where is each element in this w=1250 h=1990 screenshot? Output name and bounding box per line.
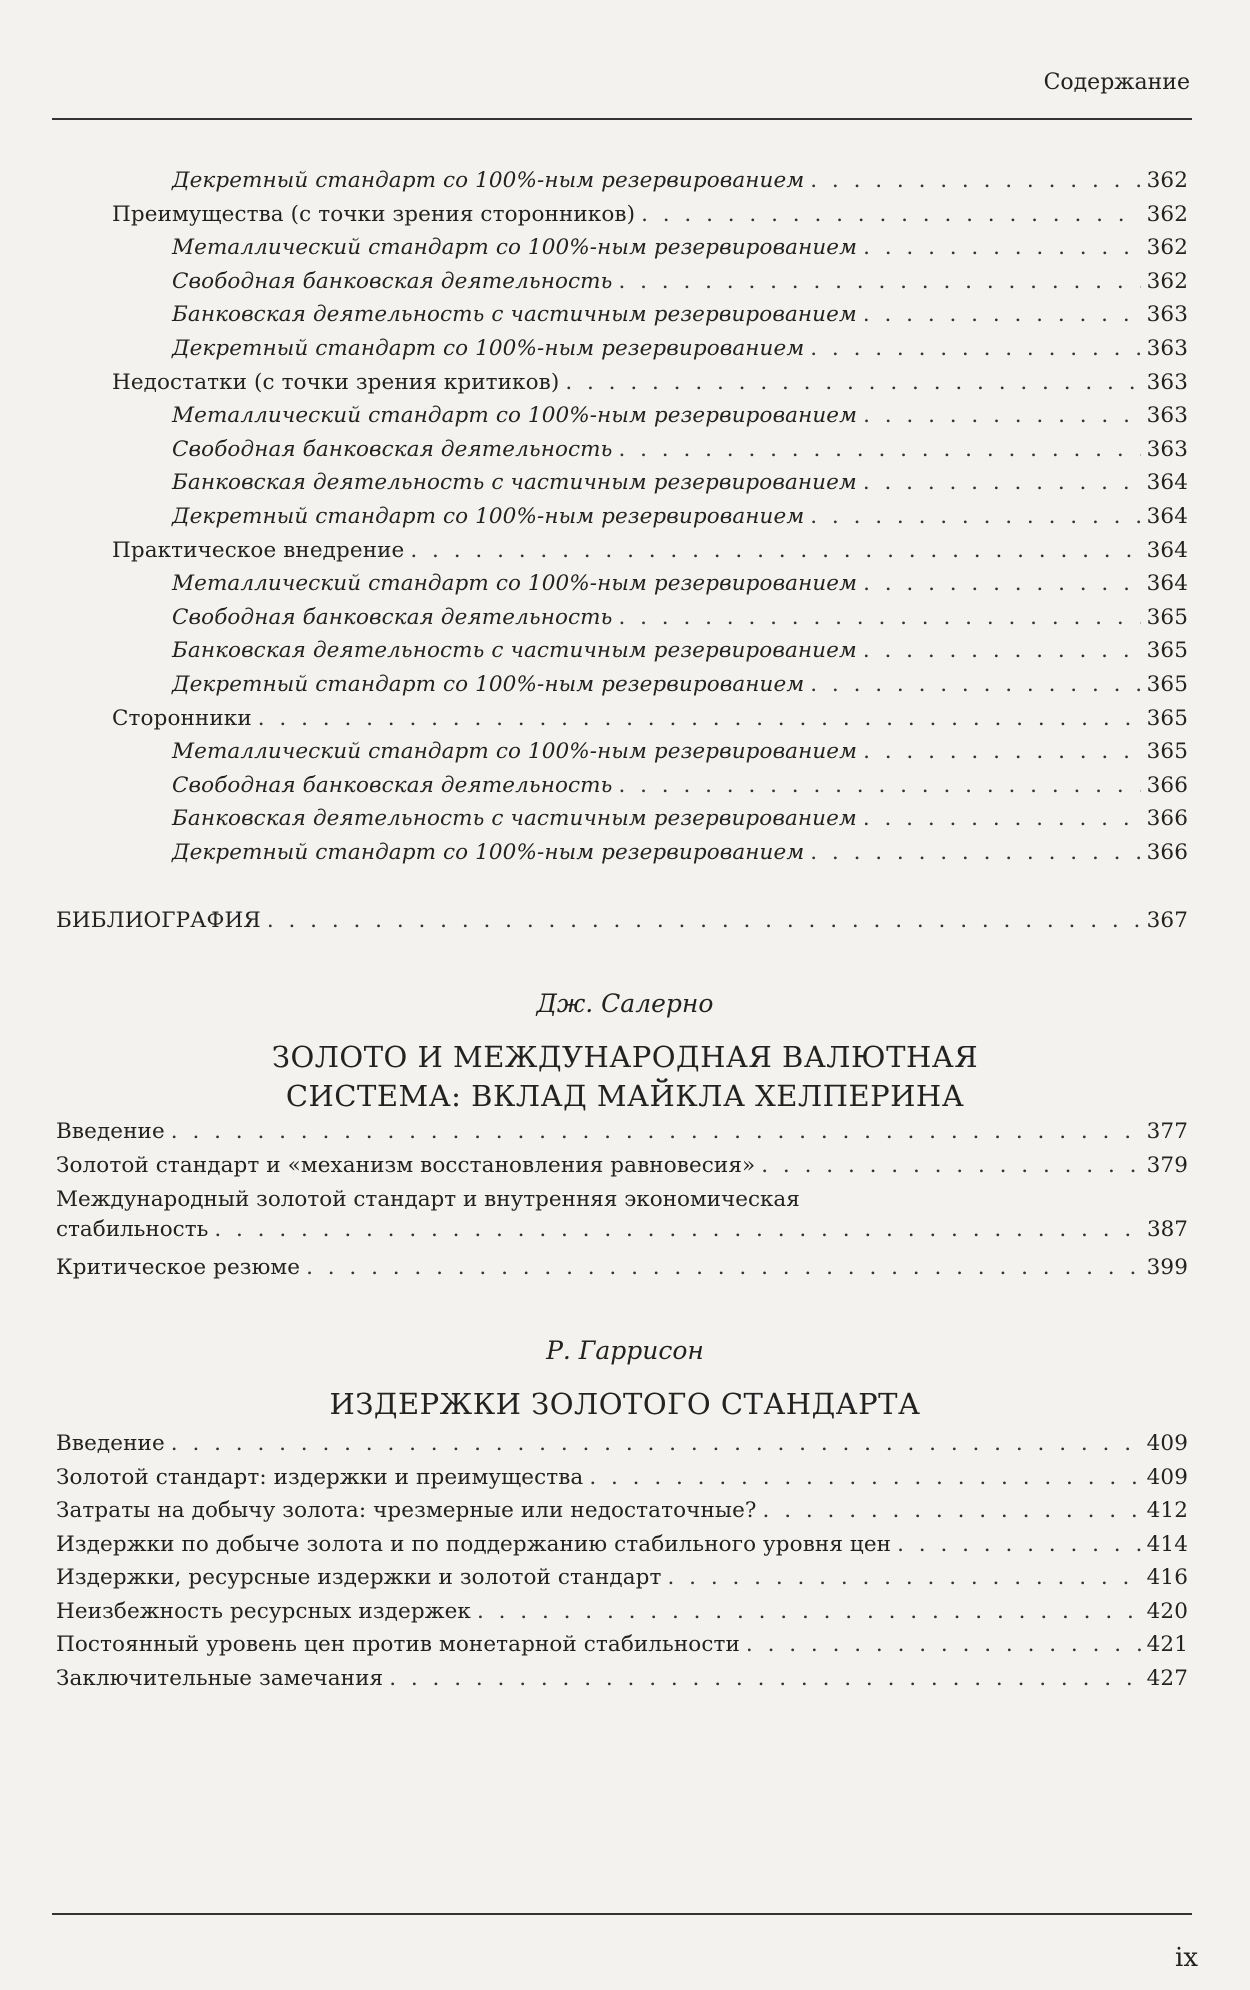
dot-leader — [589, 1463, 1140, 1493]
dot-leader — [863, 233, 1141, 263]
dot-leader — [863, 468, 1141, 498]
toc-entry-title: Преимущества (с точки зрения сторонников) — [112, 202, 636, 227]
toc-entry-title: Декретный стандарт со 100%-ным резервированием — [172, 168, 805, 193]
toc-entry-title-line2: стабильность — [56, 1217, 209, 1242]
toc-entry-title: Металлический стандарт со 100%-ным резервированием — [172, 571, 858, 596]
toc-entry-title: Металлический стандарт со 100%-ным резервированием — [172, 235, 858, 260]
toc-entry-title: Банковская деятельность с частичным резервированием — [172, 302, 857, 327]
toc-entry-title: Затраты на добычу золота: чрезмерные или недостаточные? — [56, 1498, 757, 1523]
dot-leader — [668, 1563, 1141, 1593]
toc-entry-page: 365 — [1146, 605, 1188, 630]
toc-entry-page: 416 — [1146, 1565, 1188, 1590]
toc-entry-page: 377 — [1146, 1119, 1188, 1144]
toc-entry[interactable] — [172, 636, 1188, 666]
dot-leader — [267, 906, 1141, 936]
toc-entry-page: 367 — [1146, 908, 1188, 933]
toc-entry[interactable] — [56, 1151, 1188, 1181]
toc-entry-title: Издержки по добыче золота и по поддержанию стабильного уровня цен — [56, 1532, 892, 1557]
toc-entry-page: 364 — [1146, 504, 1188, 529]
toc-entry[interactable] — [112, 536, 1188, 566]
toc-entry-page: 364 — [1146, 470, 1188, 495]
toc-entry[interactable] — [172, 267, 1188, 297]
dot-leader — [810, 838, 1140, 868]
toc-entry-title: Издержки, ресурсные издержки и золотой стандарт — [56, 1565, 662, 1590]
toc-entry[interactable] — [56, 1429, 1188, 1459]
page-number: ix — [1175, 1943, 1198, 1973]
toc-entry-page: 366 — [1146, 773, 1188, 798]
toc-entry[interactable] — [172, 468, 1188, 498]
dot-leader — [618, 771, 1140, 801]
toc-entry[interactable] — [172, 737, 1188, 767]
toc-entry[interactable] — [56, 1463, 1188, 1493]
toc-entry[interactable] — [56, 1630, 1188, 1660]
toc-entry-page: 427 — [1146, 1666, 1188, 1691]
toc-entry-title: Банковская деятельность с частичным резервированием — [172, 470, 857, 495]
dot-leader — [863, 804, 1141, 834]
toc-entry[interactable] — [172, 166, 1188, 196]
dot-leader — [618, 603, 1140, 633]
toc-entry[interactable] — [172, 569, 1188, 599]
toc-entry[interactable] — [56, 1597, 1188, 1627]
toc-entry-title: Золотой стандарт: издержки и преимущества — [56, 1465, 584, 1490]
toc-entry[interactable] — [172, 502, 1188, 532]
toc-entry-title: Золотой стандарт и «механизм восстановления равновесия» — [56, 1153, 756, 1178]
dot-leader — [389, 1664, 1140, 1694]
toc-entry-bibliography[interactable] — [56, 906, 1188, 936]
toc-entry[interactable] — [172, 771, 1188, 801]
toc-entry[interactable] — [172, 233, 1188, 263]
header-rule — [52, 118, 1192, 120]
toc-entry-page: 364 — [1146, 538, 1188, 563]
essay1-author: Дж. Салерно — [536, 989, 714, 1018]
toc-entry[interactable] — [172, 603, 1188, 633]
dot-leader — [410, 536, 1140, 566]
toc-entry-page: 409 — [1146, 1431, 1188, 1456]
essay1-title-line1: ЗОЛОТО И МЕЖДУНАРОДНАЯ ВАЛЮТНАЯ — [271, 1040, 979, 1074]
dot-leader — [477, 1597, 1141, 1627]
toc-entry[interactable] — [172, 300, 1188, 330]
toc-entry-wrapped[interactable] — [56, 1185, 1188, 1245]
essay2-title: ИЗДЕРЖКИ ЗОЛОТОГО СТАНДАРТА — [329, 1387, 921, 1421]
toc-entry-page: 366 — [1146, 806, 1188, 831]
dot-leader — [863, 401, 1141, 431]
toc-entry-page: 364 — [1146, 571, 1188, 596]
toc-entry-title: Недостатки (с точки зрения критиков) — [112, 370, 560, 395]
toc-entry-title: Банковская деятельность с частичным резервированием — [172, 806, 857, 831]
dot-leader — [810, 502, 1140, 532]
toc-entry-title: Критическое резюме — [56, 1255, 301, 1280]
dot-leader — [863, 569, 1141, 599]
toc-entry-title: Декретный стандарт со 100%-ным резервированием — [172, 504, 805, 529]
dot-leader — [810, 166, 1140, 196]
toc-entry-title: Свободная банковская деятельность — [172, 437, 613, 462]
toc-entry[interactable] — [172, 401, 1188, 431]
dot-leader — [171, 1429, 1141, 1459]
dot-leader — [810, 334, 1140, 364]
dot-leader — [897, 1530, 1141, 1560]
toc-entry-page: 420 — [1146, 1599, 1188, 1624]
toc-entry[interactable] — [56, 1496, 1188, 1526]
toc-entry-title: Неизбежность ресурсных издержек — [56, 1599, 471, 1624]
running-header: Содержание — [1043, 70, 1190, 95]
toc-entry-page: 365 — [1146, 706, 1188, 731]
toc-entry-title: Введение — [56, 1431, 165, 1456]
toc-entry-page: 363 — [1146, 370, 1188, 395]
toc-entry-page: 363 — [1146, 302, 1188, 327]
toc-entry-page: 363 — [1146, 403, 1188, 428]
toc-entry[interactable] — [172, 435, 1188, 465]
toc-entry[interactable] — [172, 334, 1188, 364]
dot-leader — [214, 1215, 1141, 1245]
toc-entry-page: 365 — [1146, 638, 1188, 663]
essay2-author: Р. Гаррисон — [546, 1336, 704, 1365]
toc-entry[interactable] — [172, 804, 1188, 834]
toc-entry-page: 365 — [1146, 672, 1188, 697]
toc-entry-page: 362 — [1146, 168, 1188, 193]
toc-entry-page: 412 — [1146, 1498, 1188, 1523]
dot-leader — [565, 368, 1140, 398]
toc-entry-title: Свободная банковская деятельность — [172, 605, 613, 630]
toc-entry[interactable] — [56, 1563, 1188, 1593]
dot-leader — [863, 300, 1141, 330]
dot-leader — [746, 1630, 1141, 1660]
toc-entry-page: 362 — [1146, 235, 1188, 260]
dot-leader — [763, 1496, 1141, 1526]
toc-entry-page: 363 — [1146, 437, 1188, 462]
dot-leader — [258, 704, 1141, 734]
toc-entry-title: Декретный стандарт со 100%-ным резервированием — [172, 336, 805, 361]
toc-entry-page: 409 — [1146, 1465, 1188, 1490]
dot-leader — [171, 1117, 1141, 1147]
dot-leader — [863, 636, 1141, 666]
toc-entry-page: 365 — [1146, 739, 1188, 764]
toc-entry-page: 362 — [1146, 269, 1188, 294]
toc-entry-title: Металлический стандарт со 100%-ным резервированием — [172, 739, 858, 764]
dot-leader — [618, 435, 1140, 465]
toc-entry-title: Введение — [56, 1119, 165, 1144]
toc-entry[interactable] — [56, 1253, 1188, 1283]
toc-entry[interactable] — [112, 704, 1188, 734]
toc-entry-title: Свободная банковская деятельность — [172, 773, 613, 798]
toc-entry[interactable] — [112, 200, 1188, 230]
toc-entry[interactable] — [56, 1530, 1188, 1560]
footer-rule — [52, 1913, 1192, 1915]
toc-entry-title: Свободная банковская деятельность — [172, 269, 613, 294]
toc-entry-title: Декретный стандарт со 100%-ным резервированием — [172, 840, 805, 865]
dot-leader — [810, 670, 1140, 700]
toc-entry-title: Декретный стандарт со 100%-ным резервированием — [172, 672, 805, 697]
toc-entry-page: 363 — [1146, 336, 1188, 361]
toc-entry-title: Металлический стандарт со 100%-ным резервированием — [172, 403, 858, 428]
toc-entry-title: БИБЛИОГРАФИЯ — [56, 908, 261, 933]
toc-entry-title: Заключительные замечания — [56, 1666, 384, 1691]
toc-entry[interactable] — [112, 368, 1188, 398]
dot-leader — [641, 200, 1141, 230]
toc-entry-title: Сторонники — [112, 706, 252, 731]
toc-entry[interactable] — [172, 670, 1188, 700]
toc-entry-title: Постоянный уровень цен против монетарной стабильности — [56, 1632, 740, 1657]
toc-entry-page: 379 — [1146, 1153, 1188, 1178]
toc-entry-page: 366 — [1146, 840, 1188, 865]
toc-entry-title-line2-row — [56, 1215, 1188, 1245]
dot-leader — [618, 267, 1140, 297]
toc-entry[interactable] — [56, 1664, 1188, 1694]
toc-entry[interactable] — [172, 838, 1188, 868]
toc-entry-page: 421 — [1146, 1632, 1188, 1657]
toc-entry-page: 362 — [1146, 202, 1188, 227]
toc-entry-page: 387 — [1146, 1217, 1188, 1242]
toc-entry-title-line1: Международный золотой стандарт и внутренняя экономическая — [56, 1187, 800, 1212]
toc-entry-page: 414 — [1146, 1532, 1188, 1557]
toc-entry-title: Банковская деятельность с частичным резервированием — [172, 638, 857, 663]
essay1-title-line2: СИСТЕМА: ВКЛАД МАЙКЛА ХЕЛПЕРИНА — [285, 1079, 965, 1113]
toc-entry-page: 399 — [1146, 1255, 1188, 1280]
dot-leader — [761, 1151, 1140, 1181]
dot-leader — [306, 1253, 1141, 1283]
toc-entry[interactable] — [56, 1117, 1188, 1147]
toc-entry-title: Практическое внедрение — [112, 538, 405, 563]
dot-leader — [863, 737, 1141, 767]
